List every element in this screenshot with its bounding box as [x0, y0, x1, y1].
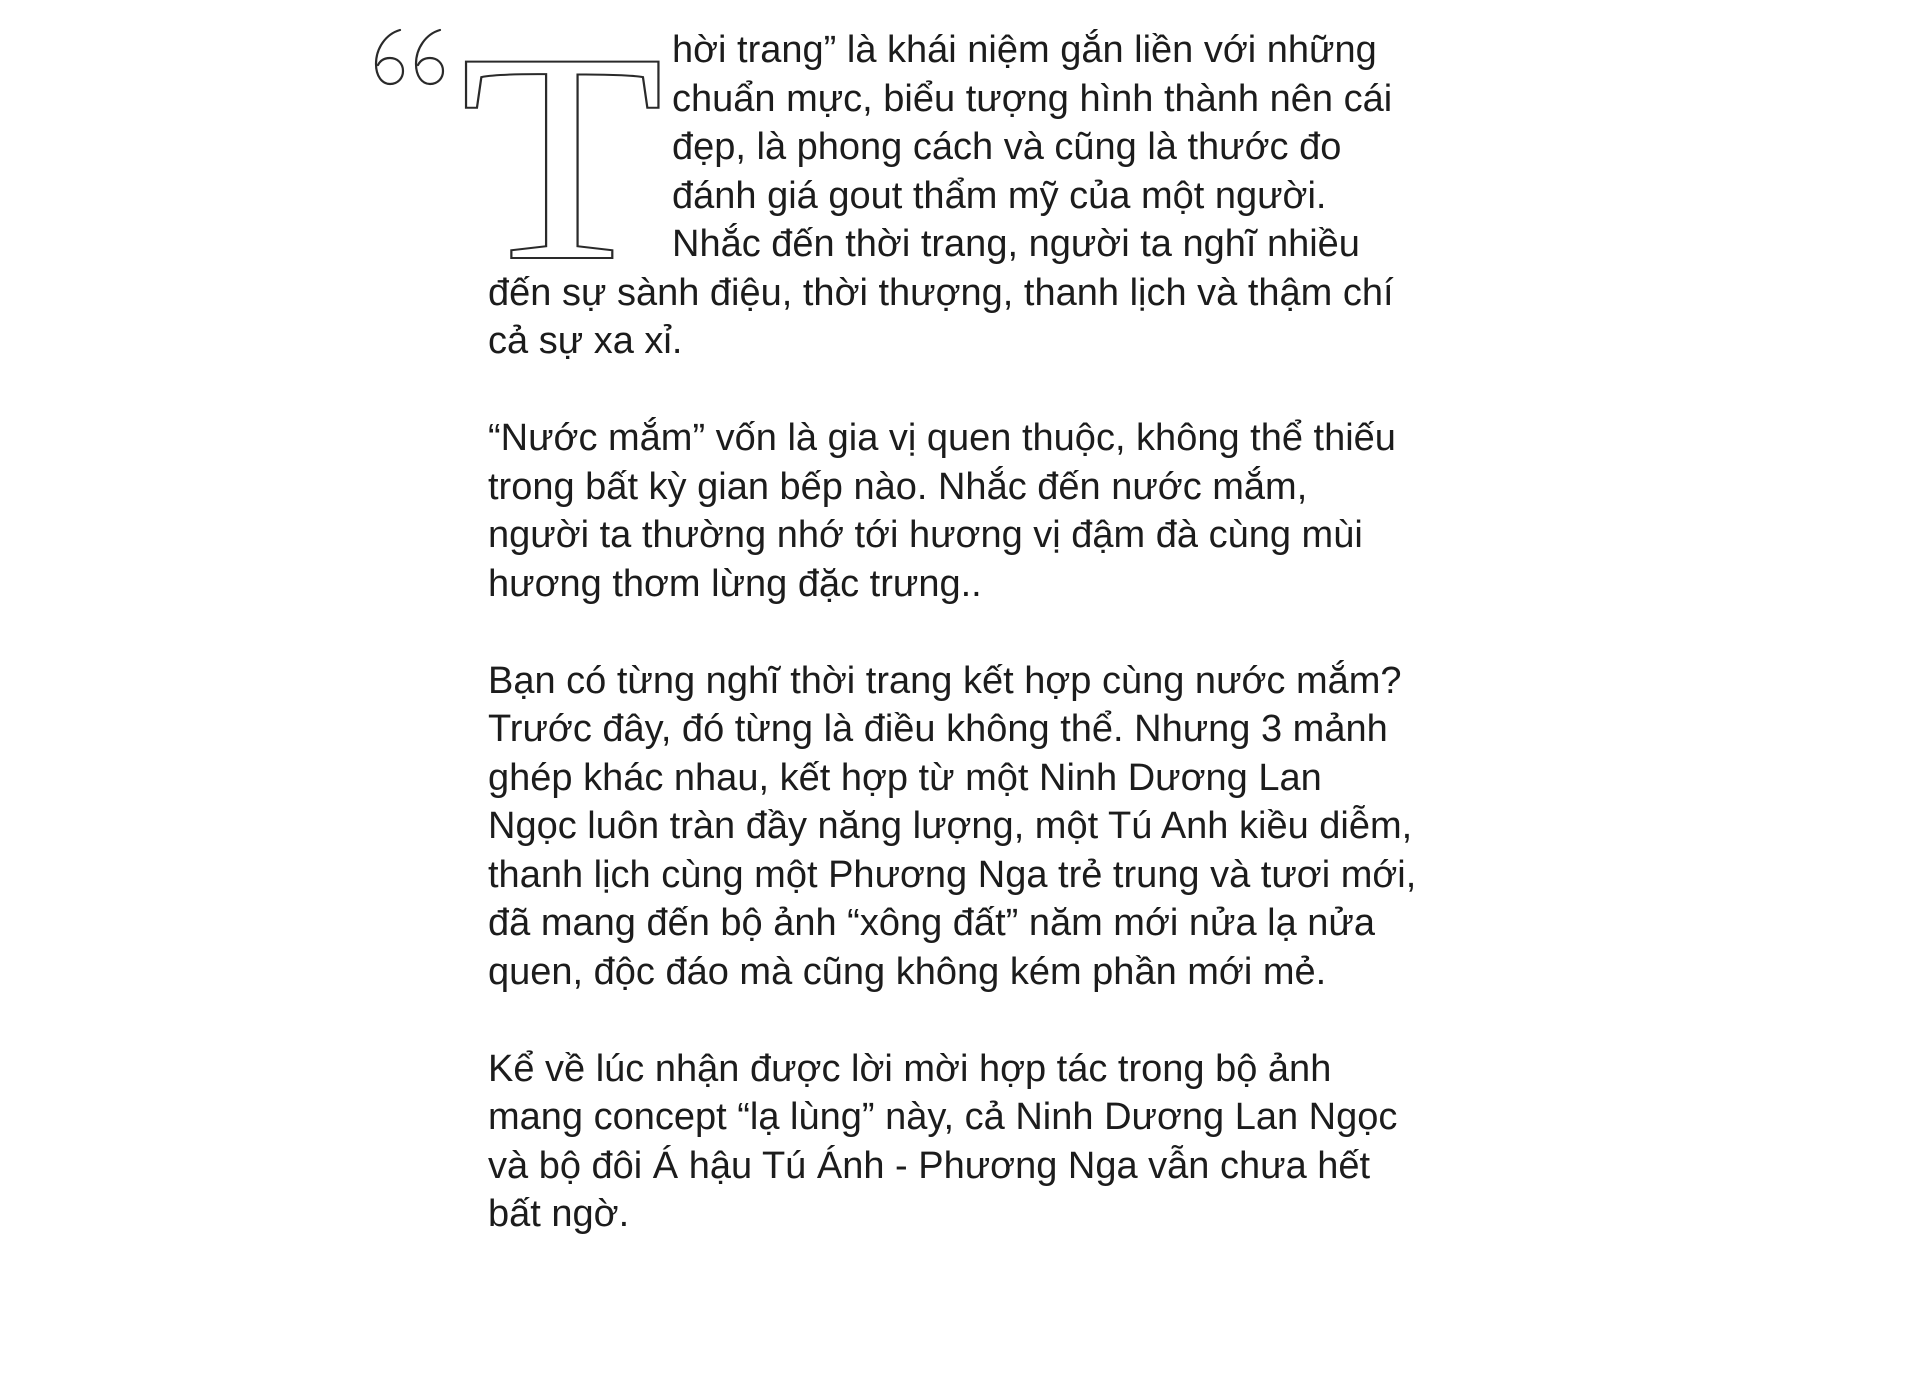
article-body — [460, 26, 1418, 1287]
intro-text: hời trang” là khái niệm gắn liền với những chuẩn mực, biểu tượng hình thành nên cái đẹp, là phong cách và cũng là thước đo đánh giá gout thẩm mỹ của một người. Nhắc đến thời trang, người ta nghĩ nhiều đến sự sành điệu, thời thượng, thanh lịch và thậm chí cả sự xa xỉ. — [488, 29, 1394, 362]
paragraph-collaboration: Kể về lúc nhận được lời mời hợp tác trong bộ ảnh mang concept “lạ lùng” này, cả Ninh Dương Lan Ngọc và bộ đôi Á hậu Tú Ánh - Phương Nga vẫn chưa hết bất ngờ. — [488, 1047, 1398, 1235]
paragraph-fish-sauce: “Nước mắm” vốn là gia vị quen thuộc, không thể thiếu trong bất kỳ gian bếp nào. Nhắc đến nước mắm, người ta thường nhớ tới hương vị đậm đà cùng mùi hương thơm lừng đặc trưng.. — [488, 417, 1396, 605]
paragraph-fashion-meets-fish-sauce: Bạn có từng nghĩ thời trang kết hợp cùng nước mắm? Trước đây, đó từng là điều không thể. Nhưng 3 mảnh ghép khác nhau, kết hợp từ một Ninh Dương Lan Ngọc luôn tràn đầy năng lượng, một Tú Anh kiều diễm, thanh lịch cùng một Phương Nga trẻ trung và tươi mới, đã mang đến bộ ảnh “xông đất” năm mới nửa lạ nửa quen, độc đáo mà cũng không kém phần mới mẻ. — [488, 659, 1417, 993]
drop-cap-glyph: T — [460, 34, 664, 266]
drop-cap-letter — [458, 34, 666, 266]
opening-quote-icon — [370, 26, 452, 88]
